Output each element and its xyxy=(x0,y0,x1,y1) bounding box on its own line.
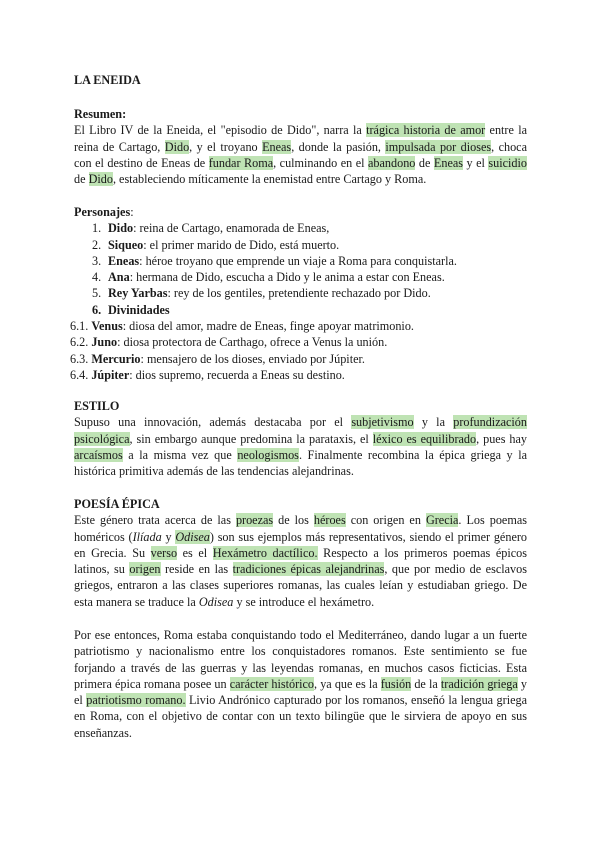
personajes-list xyxy=(74,220,527,318)
document-title: LA ENEIDA xyxy=(74,73,141,87)
highlight: abandono xyxy=(368,155,416,170)
highlight: Eneas xyxy=(262,139,292,154)
highlight: trágica historia de amor xyxy=(366,123,486,138)
resumen-paragraph: El Libro IV de la Eneida, el "episodio de Dido", narra la trágica historia de amor entre la reina de Cartago, Dido, y el troyano Eneas, donde la pasión, impulsada por dioses, choca con el destino de Eneas de fundar Roma, culminando en el abandono de Eneas y el suicidio de Dido, estableciendo míticamente la enemistad entre Cartago y Roma. xyxy=(74,123,528,187)
highlight: suicidio xyxy=(488,155,527,170)
highlight: Eneas xyxy=(433,155,464,170)
highlight: Hexámetro dactílico. xyxy=(212,545,318,560)
list-item: 4. Ana: hermana de Dido, escucha a Dido y le anima a estar con Eneas. xyxy=(92,270,445,285)
list-item: 5. Rey Yarbas: rey de los gentiles, pretendiente rechazado por Dido. xyxy=(92,286,431,301)
roma-paragraph: Por ese entonces, Roma estaba conquistando todo el Mediterráneo, dando lugar a un fuerte patriotismo y nacionalismo entre los conquistadores romanos. Este sentimiento se fue forjando a través de las guerras y las leyendas romanas, en muchos casos ficticias. Esta primera épica romana posee un carácter histórico, ya que es la fusión de la tradición griega y el patriotismo romano. Livio Andrónico capturado por los romanos, enseñó la lengua griega en Roma, con el objetivo de contar con un texto bilingüe que le sirviera de apoyo en sus enseñanzas. xyxy=(74,628,527,740)
estilo-paragraph: Supuso una innovación, además destacaba por el subjetivismo y la profundización psicológica, sin embargo aunque predomina la parataxis, el léxico es equilibrado, pues hay arcaísmos a la misma vez que neologismos. Finalmente recombina la épica griega y la histórica primitiva además de las tendencias alejandrinas. xyxy=(74,415,528,479)
resumen-section xyxy=(74,106,527,187)
resumen-heading: Resumen: xyxy=(74,107,127,121)
list-item: 1. Dido: reina de Cartago, enamorada de Eneas, xyxy=(92,221,330,236)
highlight: verso xyxy=(150,545,178,560)
highlight: tradiciones épicas alejandrinas xyxy=(232,562,385,577)
highlight: profundización psicológica xyxy=(74,415,527,446)
list-item: 6. Divinidades xyxy=(92,302,170,317)
sub-list-item: 6.4. Júpiter: dios supremo, recuerda a Eneas su destino. xyxy=(70,367,345,382)
highlight: neologismos xyxy=(237,447,299,462)
highlight: arcaísmos xyxy=(74,447,123,462)
highlight: Odisea xyxy=(175,529,210,544)
sub-list-item: 6.2. Juno: diosa protectora de Carthago, ofrece a Venus la unión. xyxy=(70,335,388,350)
highlight: léxico es equilibrado xyxy=(372,431,477,446)
poesia-section xyxy=(74,496,527,610)
highlight: impulsada por dioses xyxy=(385,139,492,154)
highlight: héroes xyxy=(313,513,346,528)
personajes-heading: Personajes: xyxy=(74,205,134,219)
sub-list-item: 6.3. Mercurio: mensajero de los dioses, enviado por Júpiter. xyxy=(70,351,365,366)
poesia-paragraph: Este género trata acerca de las proezas de los héroes con origen en Grecia. Los poemas homéricos (Ilíada y Odisea) son sus ejemplos más representativos, siendo el primer género en Grecia. Su verso es el Hexámetro dactílico. Respecto a los primeros poemas épicos latinos, su origen reside en las tradiciones épicas alejandrinas, que por medio de esclavos griegos, entraron a las clases superiores romanas, las cuales leían y estudiaban griego. De esta manera se traduce la Odisea y se introduce el hexámetro. xyxy=(74,513,528,609)
highlight: patriotismo romano. xyxy=(86,693,186,708)
poesia-heading: POESÍA ÉPICA xyxy=(74,497,160,511)
highlight: Grecia xyxy=(425,513,459,528)
highlight: subjetivismo xyxy=(351,415,414,430)
estilo-heading: ESTILO xyxy=(74,399,120,413)
personajes-section xyxy=(70,204,527,383)
highlight: origen xyxy=(129,562,161,577)
highlight: Dido xyxy=(88,172,113,187)
highlight: carácter histórico xyxy=(229,676,315,691)
highlight: fundar Roma xyxy=(208,155,274,170)
highlight: Dido xyxy=(164,139,190,154)
highlight: proezas xyxy=(235,513,274,528)
list-item: 2. Siqueo: el primer marido de Dido, está muerto. xyxy=(92,237,340,252)
estilo-section xyxy=(74,398,527,479)
list-item: 3. Eneas: héroe troyano que emprende un viaje a Roma para conquistarla. xyxy=(92,253,457,268)
highlight: tradición griega xyxy=(440,676,518,691)
highlight: fusión xyxy=(380,676,412,691)
sub-list-item: 6.1. Venus: diosa del amor, madre de Eneas, finge apoyar matrimonio. xyxy=(70,319,414,334)
